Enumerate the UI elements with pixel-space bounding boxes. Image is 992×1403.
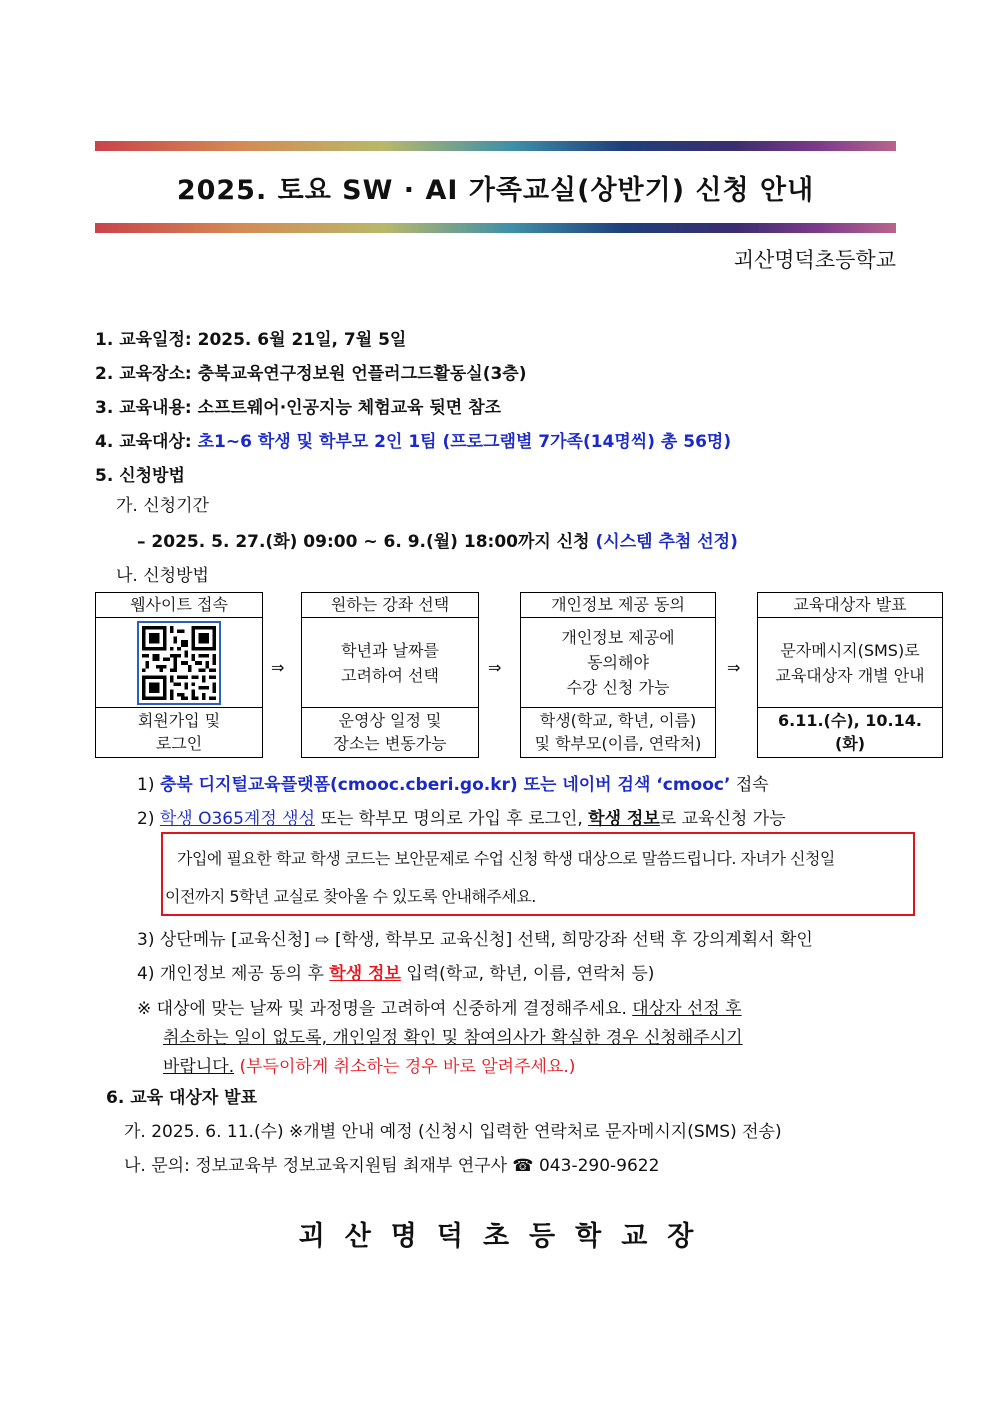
- flow-step-foot: 회원가입 및 로그인: [137, 711, 221, 753]
- flow-step-head: 교육대상자 발표: [758, 593, 942, 618]
- item-content: 3. 교육내용: 소프트웨어·인공지능 체험교육 뒷면 참조: [95, 398, 501, 418]
- flow-step-foot: 6.11.(수), 10.14. (화): [778, 711, 922, 753]
- flow-step-foot: 학생(학교, 학년, 이름) 및 학부모(이름, 연락처): [534, 711, 702, 753]
- notice-line-2: 이전까지 5학년 교실로 찾아올 수 있도록 안내해주세요.: [165, 887, 536, 906]
- flow-step-body: 문자메시지(SMS)로 교육대상자 개별 안내: [758, 618, 942, 708]
- item-target-value: 초1~6 학생 및 학부모 2인 1팀 (프로그램별 7가족(14명씩) 총 56명): [197, 432, 732, 452]
- flow-step-website: [95, 592, 263, 758]
- period-selection-note: (시스템 추첨 선정): [595, 532, 738, 552]
- step-4: 4) 개인정보 제공 동의 후 학생 정보 입력(학교, 학년, 이름, 연락처 등): [137, 964, 655, 984]
- period-dates: – 2025. 5. 27.(화) 09:00 ~ 6. 9.(월) 18:00까지 신청: [137, 532, 596, 552]
- warning-line-3: 바랍니다. (부득이하게 취소하는 경우 바로 알려주세요.): [163, 1057, 576, 1077]
- section-6-item-b: 나. 문의: 정보교육부 정보교육지원팀 최재부 연구사 ☎ 043-290-9622: [124, 1156, 660, 1176]
- flow-arrow-icon: ⇒: [488, 658, 502, 677]
- notice-line-1: 가입에 필요한 학교 학생 코드는 보안문제로 수업 신청 학생 대상으로 말씀드립니다. 자녀가 신청일: [177, 849, 835, 868]
- item-method-howto: 나. 신청방법: [116, 566, 209, 586]
- principal-signature: 괴산명덕초등학교장: [298, 1221, 714, 1252]
- section-6-heading: 6. 교육 대상자 발표: [106, 1088, 257, 1108]
- item-method: 5. 신청방법: [95, 466, 185, 486]
- page-title: 2025. 토요 SW · AI 가족교실(상반기) 신청 안내: [176, 175, 815, 206]
- flow-step-head: 원하는 강좌 선택: [302, 593, 478, 618]
- flow-arrow-icon: ⇒: [727, 658, 741, 677]
- flow-step-foot: 운영상 일정 및 장소는 변동가능: [333, 711, 447, 753]
- title-top-gradient-bar: [95, 141, 896, 151]
- flow-step-body: 학년과 날짜를 고려하여 선택: [302, 618, 478, 708]
- flow-arrow-icon: ⇒: [271, 658, 285, 677]
- item-method-period: 가. 신청기간: [116, 496, 209, 516]
- flow-step-head: 개인정보 제공 동의: [521, 593, 715, 618]
- flow-step-body: 개인정보 제공에 동의해야 수강 신청 가능: [521, 618, 715, 708]
- notice-box: [161, 832, 915, 916]
- item-schedule: 1. 교육일정: 2025. 6월 21일, 7월 5일: [95, 330, 407, 350]
- application-flow-diagram: [95, 592, 943, 758]
- item-target: [95, 427, 731, 452]
- flow-step-announce: [757, 592, 943, 758]
- flow-step-consent: [520, 592, 716, 758]
- section-6-item-a: 가. 2025. 6. 11.(수) ※개별 안내 예정 (신청시 입력한 연락처로 문자메시지(SMS) 전송): [124, 1122, 782, 1142]
- title-bottom-gradient-bar: [95, 223, 896, 233]
- item-location: 2. 교육장소: 충북교육연구정보원 언플러그드활동실(3층): [95, 364, 527, 384]
- o365-account-link[interactable]: 학생 O365계정 생성: [159, 809, 316, 829]
- qr-code-icon[interactable]: [137, 621, 221, 705]
- warning-line-2: 취소하는 일이 없도록, 개인일정 확인 및 참여의사가 확실한 경우 신청해주시기: [163, 1028, 743, 1048]
- flow-step-head: 웹사이트 접속: [96, 593, 262, 618]
- flow-step-course: [301, 592, 479, 758]
- item-method-period-detail: [137, 527, 738, 552]
- step-1: 1) 충북 디지털교육플랫폼(cmooc.cberi.go.kr) 또는 네이버 검색 ‘cmooc’ 접속: [137, 775, 769, 795]
- cmooc-site-link[interactable]: 충북 디지털교육플랫폼(cmooc.cberi.go.kr) 또는 네이버 검색 ‘cmooc’: [159, 775, 731, 795]
- warning-line-1: ※ 대상에 맞는 날짜 및 과정명을 고려하여 신중하게 결정해주세요. 대상자 선정 후: [137, 999, 742, 1019]
- step-3: 3) 상단메뉴 [교육신청] ⇨ [학생, 학부모 교육신청] 선택, 희망강좌 선택 후 강의계획서 확인: [137, 930, 813, 950]
- school-name: 괴산명덕초등학교: [733, 248, 896, 272]
- step-2: 2) 학생 O365계정 생성 또는 학부모 명의로 가입 후 로그인, 학생 정보로 교육신청 가능: [137, 809, 786, 829]
- item-target-label: 4. 교육대상:: [95, 432, 198, 452]
